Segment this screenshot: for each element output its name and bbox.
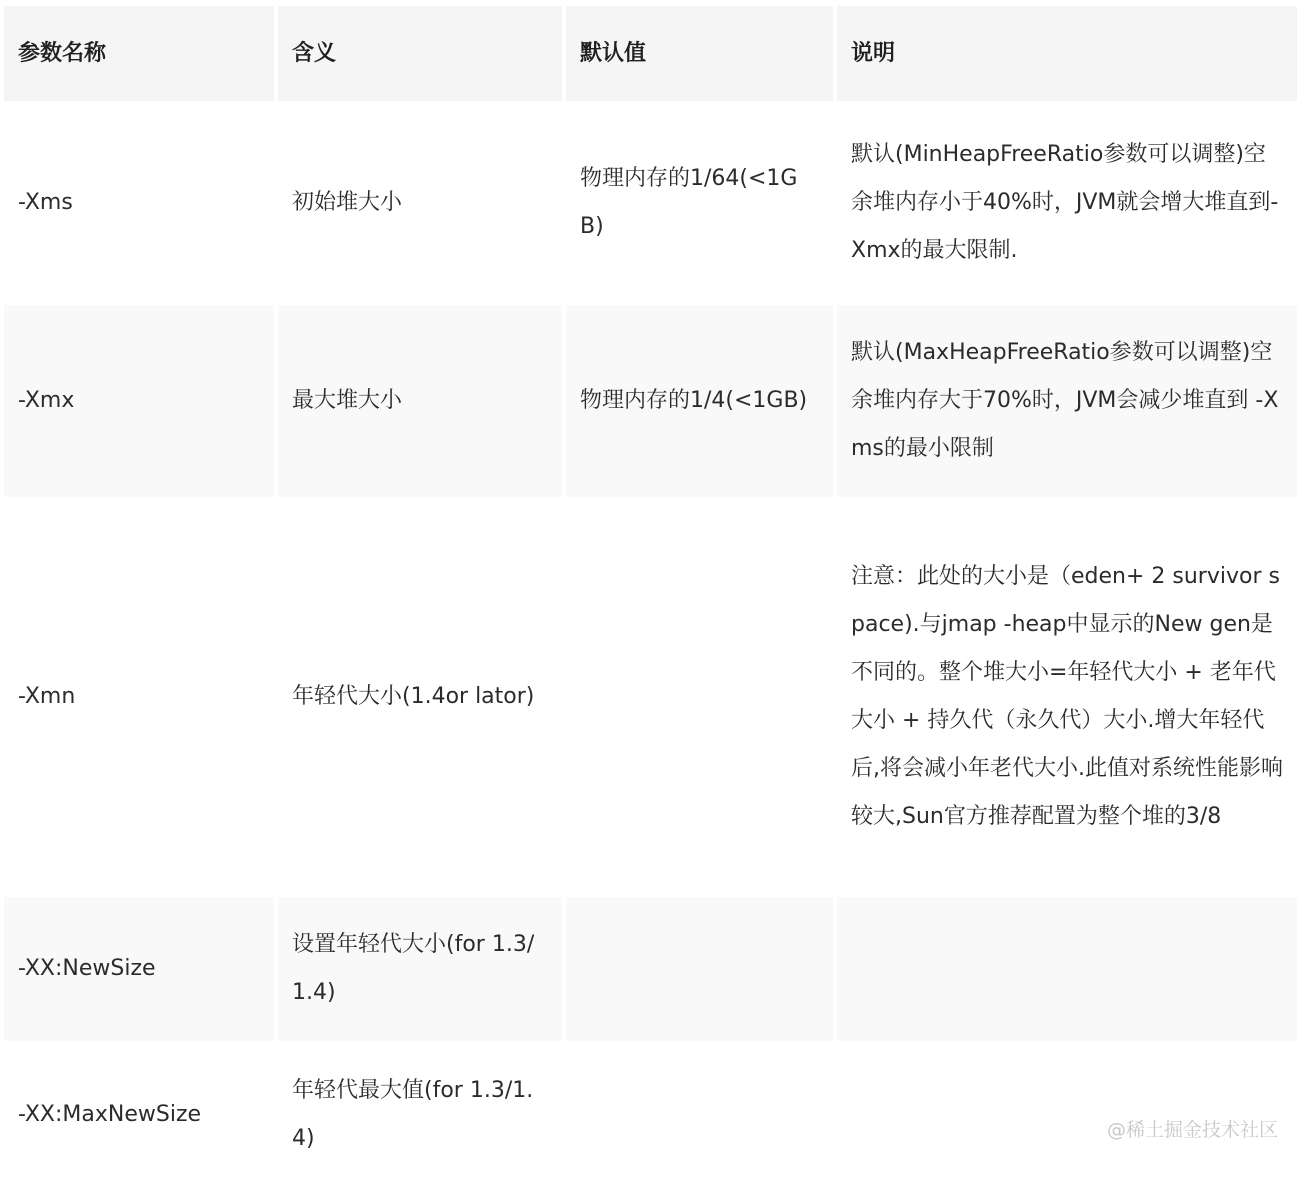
header-param-name: 参数名称 — [4, 6, 274, 101]
header-description: 说明 — [837, 6, 1297, 101]
row-xmn-default — [566, 501, 833, 893]
row-xmx-note: 默认(MaxHeapFreeRatio参数可以调整)空余堆内存大于70%时，JVM会减少堆直到 -Xms的最小限制 — [837, 305, 1297, 497]
row-xms-default: 物理内存的1/64(<1GB) — [566, 105, 833, 301]
row-xmn-meaning: 年轻代大小(1.4or lator) — [278, 501, 562, 893]
row-xms-note: 默认(MinHeapFreeRatio参数可以调整)空余堆内存小于40%时，JVM就会增大堆直到-Xmx的最大限制. — [837, 105, 1297, 301]
row-xms-name: -Xms — [4, 105, 274, 301]
row-newsize-name: -XX:NewSize — [4, 897, 274, 1041]
row-maxnewsize-name: -XX:MaxNewSize — [4, 1045, 274, 1185]
row-xmn-name: -Xmn — [4, 501, 274, 893]
row-maxnewsize-default — [566, 1045, 833, 1185]
row-newsize-meaning: 设置年轻代大小(for 1.3/1.4) — [278, 897, 562, 1041]
row-maxnewsize-meaning: 年轻代最大值(for 1.3/1.4) — [278, 1045, 562, 1185]
row-xmx-default: 物理内存的1/4(<1GB) — [566, 305, 833, 497]
row-xms-meaning: 初始堆大小 — [278, 105, 562, 301]
header-default: 默认值 — [566, 6, 833, 101]
row-newsize-note — [837, 897, 1297, 1041]
jvm-params-table — [4, 6, 1297, 1185]
row-newsize-default — [566, 897, 833, 1041]
row-xmn-note: 注意：此处的大小是（eden+ 2 survivor space).与jmap -heap中显示的New gen是不同的。整个堆大小=年轻代大小 + 老年代大小 + 持久代（永久代）大小.增大年轻代后,将会减小年老代大小.此值对系统性能影响较大,Sun官方推荐配置为整个堆的3/8 — [837, 501, 1297, 893]
watermark: @稀土掘金技术社区 — [1106, 1119, 1278, 1141]
header-meaning: 含义 — [278, 6, 562, 101]
row-xmx-name: -Xmx — [4, 305, 274, 497]
row-xmx-meaning: 最大堆大小 — [278, 305, 562, 497]
